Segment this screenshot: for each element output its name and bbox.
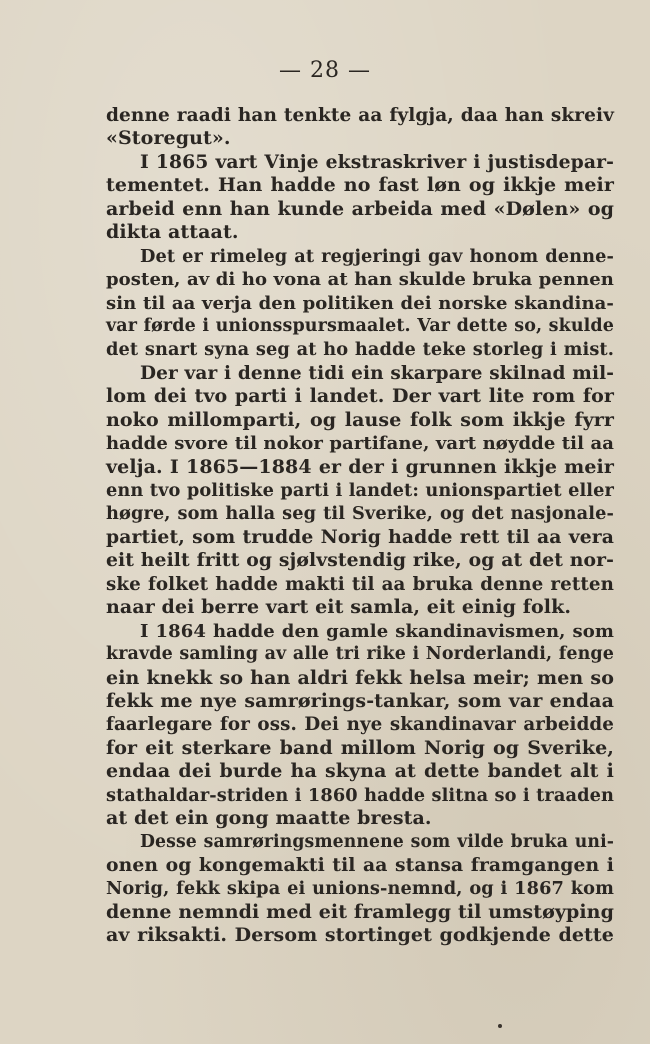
text-line: av riksakti. Dersom stortinget godkjende dette (106, 924, 614, 947)
text-line: kravde samling av alle tri rike i Norderlandi, fenge (106, 644, 614, 665)
text-line: var førde i unionsspursmaalet. Var dette so, skulde (106, 315, 614, 336)
text-line: dikta attaat. (106, 221, 239, 244)
text-line: posten, av di ho vona at han skulde bruka pennen (106, 269, 614, 291)
text-line: sin til aa verja den politiken dei norske skandina- (106, 292, 614, 314)
text-line: naar dei berre vart eit samla, eit einig folk. (106, 596, 572, 619)
text-line: endaa dei burde ha skyna at dette bandet alt i (106, 760, 614, 783)
text-line: Der var i denne tidi ein skarpare skilnad mil- (140, 362, 614, 384)
text-line: stathaldar-striden i 1860 hadde slitna so i traaden (106, 784, 614, 806)
text-line: det snart syna seg at ho hadde teke storleg i mist. (106, 339, 614, 361)
text-line: ske folket hadde makti til aa bruka denne retten (106, 573, 614, 595)
text-line: høgre, som halla seg til Sverike, og det nasjonale- (106, 503, 614, 525)
text-line: fekk me nye samrørings-tankar, som var endaa (106, 689, 614, 712)
text-line: eit heilt fritt og sjølvstendig rike, og at det nor- (106, 549, 614, 572)
text-line: for eit sterkare band millom Norig og Sverike, (106, 736, 614, 759)
text-line: Desse samrøringsmennene som vilde bruka uni- (140, 831, 614, 852)
text-line: arbeid enn han kunde arbeida med «Dølen» og (106, 197, 614, 220)
text-line: I 1865 vart Vinje ekstraskriver i justisdepar- (140, 150, 614, 173)
paper-speck (498, 1024, 502, 1028)
text-line: I 1864 hadde den gamle skandinavismen, som (140, 620, 614, 642)
text-line: at det ein gong maatte bresta. (106, 807, 432, 830)
text-line: lom dei tvo parti i landet. Der vart lite rom for (106, 385, 614, 408)
text-line: hadde svore til nokor partifane, vart nøydde til aa (106, 433, 614, 455)
text-line: «Storegut». (106, 127, 231, 150)
text-line: noko millomparti, og lause folk som ikkje fyrr (106, 408, 614, 431)
text-line: tementet. Han hadde no fast løn og ikkje meir (106, 174, 614, 197)
text-line: partiet, som trudde Norig hadde rett til aa vera (106, 525, 614, 548)
text-line: velja. I 1865—1884 er der i grunnen ikkje meir (106, 455, 614, 478)
page-number: — 28 — (279, 58, 371, 83)
text-line: Det er rimeleg at regjeringi gav honom denne- (140, 245, 614, 267)
text-line: enn tvo politiske parti i landet: unionspartiet eller (106, 480, 614, 501)
text-line: faarlegare for oss. Dei nye skandinavar arbeidde (106, 714, 614, 736)
body-text (106, 104, 614, 948)
text-line: Norig, fekk skipa ei unions-nemnd, og i 1867 kom (106, 878, 614, 900)
text-line: denne raadi han tenkte aa fylgja, daa han skreiv (106, 105, 614, 126)
text-line: ein knekk so han aldri fekk helsa meir; men so (106, 666, 614, 689)
text-line: denne nemndi med eit framlegg til umstøyping (106, 900, 614, 923)
text-line: onen og kongemakti til aa stansa framgangen i (106, 854, 614, 876)
